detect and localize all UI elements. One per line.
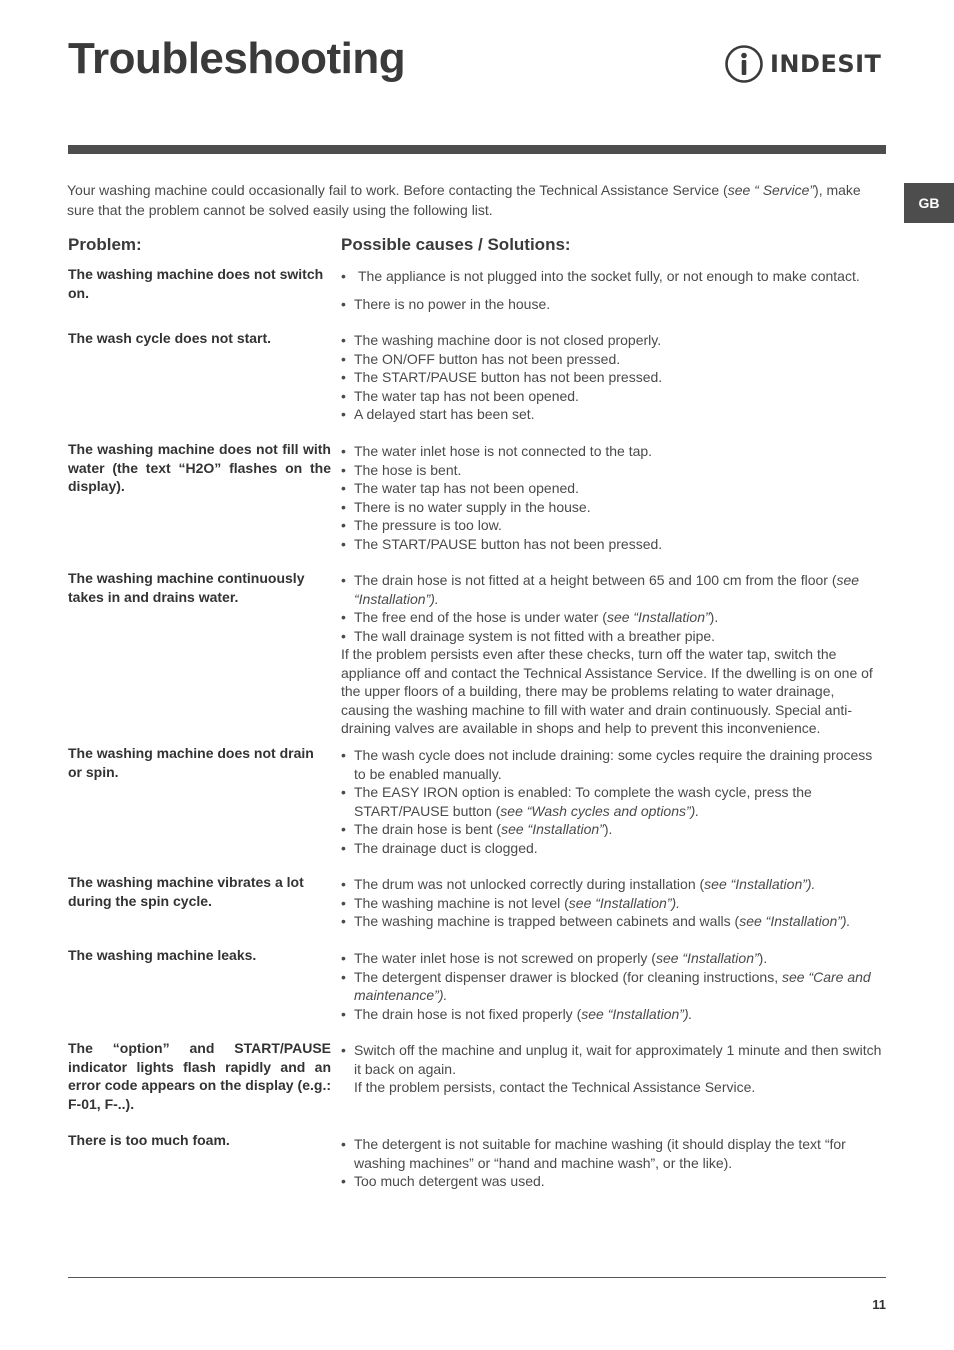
- solution-item: • The free end of the hose is under water (see “Installation”).: [341, 608, 886, 627]
- solution-item: • There is no power in the house.: [341, 295, 886, 314]
- solutions-cycle-not-start: [341, 331, 886, 424]
- solution-item: • The ON/OFF button has not been pressed.: [341, 350, 886, 369]
- brand-logo-icon: [724, 44, 764, 84]
- solutions-error-code: [341, 1041, 886, 1097]
- solution-item: • The drain hose is bent (see “Installation”).: [341, 820, 886, 839]
- solution-item: • The washing machine is trapped between cabinets and walls (see “Installation”).: [341, 912, 886, 931]
- solution-item: • The washing machine door is not closed properly.: [341, 331, 886, 350]
- problem-column-header: Problem:: [68, 235, 142, 254]
- solution-item: • The detergent dispenser drawer is blocked (for cleaning instructions, see “Care and maintenance”).: [341, 968, 886, 1005]
- solution-item: • Switch off the machine and unplug it, wait for approximately 1 minute and then switch it back on again.: [341, 1041, 886, 1078]
- solution-item: • A delayed start has been set.: [341, 405, 886, 424]
- solution-item: • The appliance is not plugged into the socket fully, or not enough to make contact.: [341, 267, 886, 286]
- problem-no-drain-spin: The washing machine does not drain or spin.: [68, 745, 314, 780]
- solution-item: • There is no water supply in the house.: [341, 498, 886, 517]
- solutions-no-drain-spin: [341, 746, 886, 857]
- solution-item: • The water inlet hose is not connected to the tap.: [341, 442, 886, 461]
- brand-logo: [724, 42, 886, 86]
- header-divider: [68, 145, 886, 154]
- problem-leaks: The washing machine leaks.: [68, 947, 257, 963]
- solution-item: • The drum was not unlocked correctly during installation (see “Installation”).: [341, 875, 886, 894]
- language-tab: GB: [904, 183, 954, 223]
- solutions-no-water-fill: [341, 442, 886, 553]
- solution-item: • The washing machine is not level (see “Installation”).: [341, 894, 886, 913]
- solution-note: If the problem persists even after these checks, turn off the water tap, switch the appliance off and contact the Technical Assistance Service. If the dwelling is on one of the upper floors of a building, there may be problems relating to water drainage, causing the washing machine to fill with water and drain continuously. Special anti-draining valves are available in shops and help to prevent this inconvenience.: [341, 646, 873, 736]
- solution-item: • The drain hose is not fixed properly (see “Installation”).: [341, 1005, 886, 1024]
- solutions-continuous-fill-drain: [341, 571, 886, 738]
- solutions-no-power: [341, 267, 886, 313]
- page-title: Troubleshooting: [68, 34, 406, 83]
- solution-item: • The water tap has not been opened.: [341, 387, 886, 406]
- solution-item: • The water inlet hose is not screwed on properly (see “Installation”).: [341, 949, 886, 968]
- problem-error-code: The “option” and START/PAUSE indicator lights flash rapidly and an error code appears on the display (e.g.: F-01, F-..).: [68, 1040, 331, 1112]
- solution-item: • The water tap has not been opened.: [341, 479, 886, 498]
- solutions-vibrates: [341, 875, 886, 931]
- solution-item: • Too much detergent was used.: [341, 1172, 886, 1191]
- intro-text: Your washing machine could occasionally fail to work. Before contacting the Technical Assistance Service (see “ Service”), make sure that the problem cannot be solved easily using the following list.: [67, 182, 861, 218]
- problem-continuous-fill-drain: The washing machine continuously takes in and drains water.: [68, 570, 305, 605]
- solution-item: • The wall drainage system is not fitted with a breather pipe.: [341, 627, 886, 646]
- solution-item: • The drain hose is not fitted at a height between 65 and 100 cm from the floor (see “Installation”).: [341, 571, 886, 608]
- solution-item: • The START/PAUSE button has not been pressed.: [341, 535, 886, 554]
- problem-too-much-foam: There is too much foam.: [68, 1132, 230, 1148]
- problem-no-power: The washing machine does not switch on.: [68, 266, 324, 301]
- solution-item: • The detergent is not suitable for machine washing (it should display the text “for washing machines” or “hand and machine wash”, or the like).: [341, 1135, 886, 1172]
- brand-wordmark: INDESIT: [770, 50, 882, 78]
- solution-item: • The EASY IRON option is enabled: To complete the wash cycle, press the START/PAUSE button (see “Wash cycles and options”).: [341, 783, 886, 820]
- solution-item: • The pressure is too low.: [341, 516, 886, 535]
- solution-note: If the problem persists, contact the Technical Assistance Service.: [354, 1079, 756, 1095]
- solution-item: • The hose is bent.: [341, 461, 886, 480]
- solutions-too-much-foam: [341, 1135, 886, 1191]
- page-number: 11: [872, 1297, 886, 1312]
- problem-no-water-fill: The washing machine does not fill with water (the text “H2O” flashes on the display).: [68, 441, 331, 494]
- solution-item: • The wash cycle does not include draining: some cycles require the draining process to be enabled manually.: [341, 746, 886, 783]
- solution-item: • The START/PAUSE button has not been pressed.: [341, 368, 886, 387]
- solutions-leaks: [341, 949, 886, 1023]
- problem-vibrates: The washing machine vibrates a lot during the spin cycle.: [68, 874, 304, 909]
- solution-item: • The drainage duct is clogged.: [341, 839, 886, 858]
- footer-divider: [68, 1277, 886, 1278]
- solutions-column-header: Possible causes / Solutions:: [341, 235, 571, 254]
- problem-cycle-not-start: The wash cycle does not start.: [68, 330, 272, 346]
